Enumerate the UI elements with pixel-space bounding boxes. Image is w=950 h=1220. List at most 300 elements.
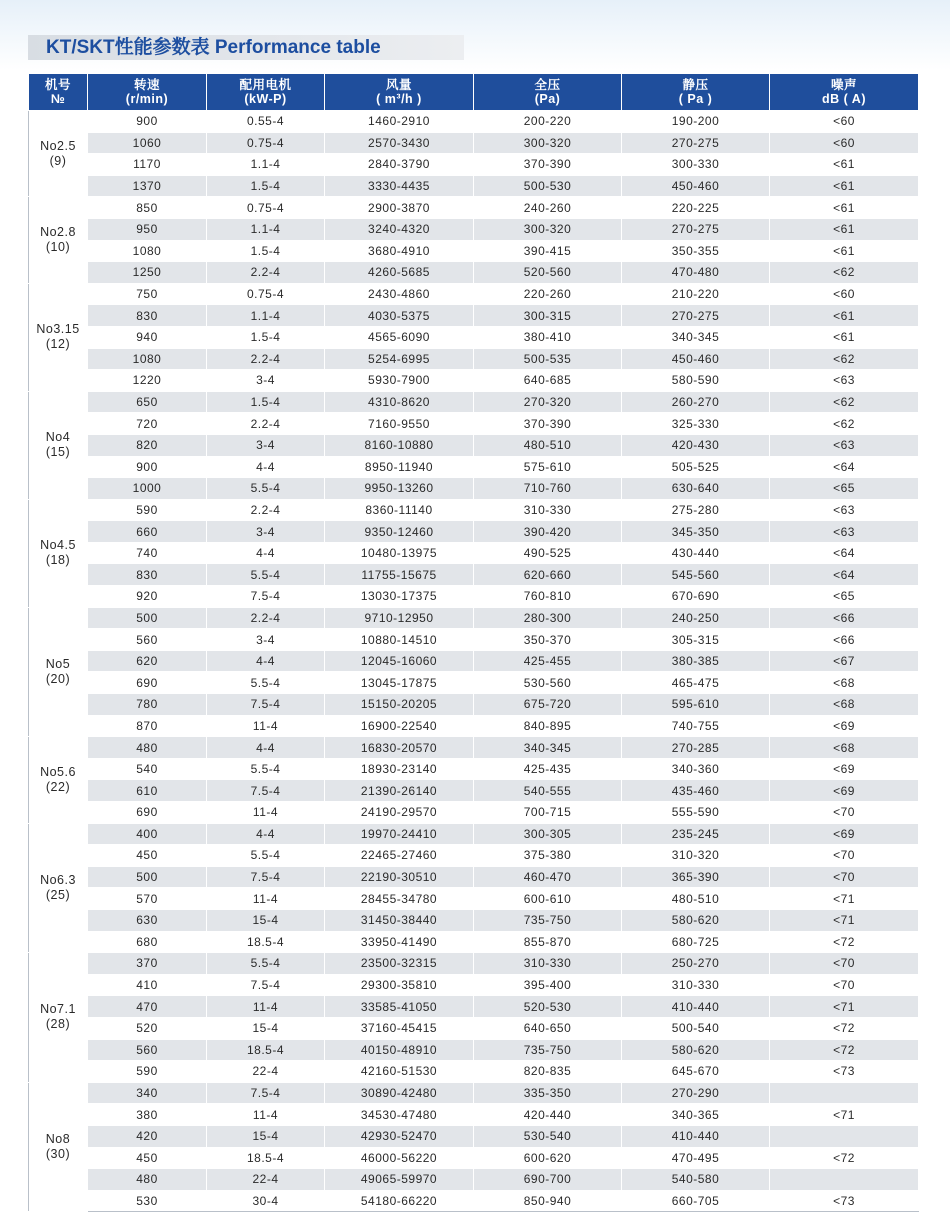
model-cell xyxy=(29,1082,88,1212)
model-cell xyxy=(29,737,88,823)
total-pressure-cell: 425-435 xyxy=(474,758,622,780)
airflow-cell: 4310-8620 xyxy=(325,391,474,413)
total-pressure-cell: 640-685 xyxy=(474,370,622,392)
motor-cell: 1.5-4 xyxy=(207,175,325,197)
airflow-cell: 54180-66220 xyxy=(325,1190,474,1212)
total-pressure-cell: 840-895 xyxy=(474,715,622,737)
static-pressure-cell: 340-360 xyxy=(622,758,770,780)
table-row xyxy=(29,737,919,759)
speed-cell: 380 xyxy=(88,1104,207,1126)
motor-cell: 3-4 xyxy=(207,521,325,543)
airflow-cell: 31450-38440 xyxy=(325,909,474,931)
noise-cell: <61 xyxy=(770,326,919,348)
static-pressure-cell: 660-705 xyxy=(622,1190,770,1212)
static-pressure-cell: 410-440 xyxy=(622,996,770,1018)
noise-cell: <64 xyxy=(770,542,919,564)
speed-cell: 570 xyxy=(88,888,207,910)
motor-cell: 18.5-4 xyxy=(207,1039,325,1061)
motor-cell: 15-4 xyxy=(207,1017,325,1039)
speed-cell: 480 xyxy=(88,1169,207,1191)
total-pressure-cell: 310-330 xyxy=(474,499,622,521)
noise-cell: <73 xyxy=(770,1061,919,1083)
static-pressure-cell: 310-330 xyxy=(622,974,770,996)
static-pressure-cell: 670-690 xyxy=(622,586,770,608)
noise-cell: <62 xyxy=(770,262,919,284)
motor-cell: 0.75-4 xyxy=(207,283,325,305)
airflow-cell: 9950-13260 xyxy=(325,478,474,500)
motor-cell: 3-4 xyxy=(207,629,325,651)
motor-cell: 4-4 xyxy=(207,456,325,478)
airflow-cell: 16830-20570 xyxy=(325,737,474,759)
speed-cell: 780 xyxy=(88,694,207,716)
motor-cell: 30-4 xyxy=(207,1190,325,1212)
total-pressure-cell: 690-700 xyxy=(474,1169,622,1191)
airflow-cell: 28455-34780 xyxy=(325,888,474,910)
model-cell xyxy=(29,391,88,499)
motor-cell: 22-4 xyxy=(207,1061,325,1083)
motor-cell: 7.5-4 xyxy=(207,1082,325,1104)
total-pressure-cell: 710-760 xyxy=(474,478,622,500)
table-row xyxy=(29,909,919,931)
airflow-cell: 42160-51530 xyxy=(325,1061,474,1083)
table-row xyxy=(29,650,919,672)
motor-cell: 11-4 xyxy=(207,996,325,1018)
model-sub: (10) xyxy=(45,240,71,255)
motor-cell: 18.5-4 xyxy=(207,931,325,953)
static-pressure-cell: 310-320 xyxy=(622,845,770,867)
motor-cell: 5.5-4 xyxy=(207,953,325,975)
noise-cell: <63 xyxy=(770,370,919,392)
model-cell xyxy=(29,197,88,283)
model-sub: (25) xyxy=(45,887,71,902)
total-pressure-cell: 390-415 xyxy=(474,240,622,262)
total-pressure-cell: 620-660 xyxy=(474,564,622,586)
static-pressure-cell: 260-270 xyxy=(622,391,770,413)
header-noise: 噪声 dB ( A) xyxy=(770,74,919,111)
airflow-cell: 5254-6995 xyxy=(325,348,474,370)
static-pressure-cell: 630-640 xyxy=(622,478,770,500)
model-number: No5 xyxy=(45,656,71,671)
motor-cell: 0.75-4 xyxy=(207,132,325,154)
speed-cell: 560 xyxy=(88,1039,207,1061)
table-row xyxy=(29,1039,919,1061)
model-number: No7.1 xyxy=(40,1002,76,1017)
total-pressure-cell: 820-835 xyxy=(474,1061,622,1083)
model-sub: (18) xyxy=(45,553,71,568)
speed-cell: 1060 xyxy=(88,132,207,154)
speed-cell: 540 xyxy=(88,758,207,780)
speed-cell: 500 xyxy=(88,866,207,888)
static-pressure-cell: 450-460 xyxy=(622,175,770,197)
static-pressure-cell: 345-350 xyxy=(622,521,770,543)
table-row xyxy=(29,218,919,240)
total-pressure-cell: 575-610 xyxy=(474,456,622,478)
airflow-cell: 40150-48910 xyxy=(325,1039,474,1061)
noise-cell: <62 xyxy=(770,391,919,413)
noise-cell: <61 xyxy=(770,197,919,219)
table-row xyxy=(29,780,919,802)
static-pressure-cell: 540-580 xyxy=(622,1169,770,1191)
airflow-cell: 9350-12460 xyxy=(325,521,474,543)
model-sub: (9) xyxy=(49,153,67,168)
table-row xyxy=(29,391,919,413)
table-row xyxy=(29,866,919,888)
noise-cell: <65 xyxy=(770,478,919,500)
speed-cell: 420 xyxy=(88,1125,207,1147)
speed-cell: 830 xyxy=(88,305,207,327)
static-pressure-cell: 465-475 xyxy=(622,672,770,694)
static-pressure-cell: 680-725 xyxy=(622,931,770,953)
table-row xyxy=(29,1017,919,1039)
speed-cell: 590 xyxy=(88,1061,207,1083)
total-pressure-cell: 390-420 xyxy=(474,521,622,543)
static-pressure-cell: 470-480 xyxy=(622,262,770,284)
speed-cell: 560 xyxy=(88,629,207,651)
airflow-cell: 21390-26140 xyxy=(325,780,474,802)
noise-cell: <65 xyxy=(770,586,919,608)
noise-cell: <61 xyxy=(770,154,919,176)
airflow-cell: 12045-16060 xyxy=(325,650,474,672)
table-row xyxy=(29,823,919,845)
model-cell xyxy=(29,283,88,391)
total-pressure-cell: 310-330 xyxy=(474,953,622,975)
total-pressure-cell: 500-530 xyxy=(474,175,622,197)
total-pressure-cell: 760-810 xyxy=(474,586,622,608)
motor-cell: 7.5-4 xyxy=(207,974,325,996)
total-pressure-cell: 370-390 xyxy=(474,154,622,176)
speed-cell: 370 xyxy=(88,953,207,975)
model-number: No3.15 xyxy=(36,322,80,337)
noise-cell: <73 xyxy=(770,1190,919,1212)
airflow-cell: 2840-3790 xyxy=(325,154,474,176)
noise-cell: <67 xyxy=(770,650,919,672)
motor-cell: 1.5-4 xyxy=(207,391,325,413)
airflow-cell: 22190-30510 xyxy=(325,866,474,888)
motor-cell: 5.5-4 xyxy=(207,672,325,694)
motor-cell: 2.2-4 xyxy=(207,499,325,521)
model-number: No2.5 xyxy=(40,138,76,153)
total-pressure-cell: 395-400 xyxy=(474,974,622,996)
noise-cell: <70 xyxy=(770,974,919,996)
noise-cell: <72 xyxy=(770,931,919,953)
total-pressure-cell: 300-320 xyxy=(474,218,622,240)
motor-cell: 5.5-4 xyxy=(207,845,325,867)
airflow-cell: 33585-41050 xyxy=(325,996,474,1018)
speed-cell: 920 xyxy=(88,586,207,608)
noise-cell: <61 xyxy=(770,240,919,262)
table-row xyxy=(29,262,919,284)
motor-cell: 1.5-4 xyxy=(207,240,325,262)
table-row xyxy=(29,154,919,176)
airflow-cell: 2570-3430 xyxy=(325,132,474,154)
total-pressure-cell: 335-350 xyxy=(474,1082,622,1104)
noise-cell: <63 xyxy=(770,434,919,456)
motor-cell: 4-4 xyxy=(207,650,325,672)
airflow-cell: 24190-29570 xyxy=(325,802,474,824)
noise-cell: <70 xyxy=(770,845,919,867)
model-cell xyxy=(29,953,88,1083)
total-pressure-cell: 520-530 xyxy=(474,996,622,1018)
airflow-cell: 1460-2910 xyxy=(325,111,474,133)
static-pressure-cell: 580-620 xyxy=(622,1039,770,1061)
airflow-cell: 23500-32315 xyxy=(325,953,474,975)
airflow-cell: 2430-4860 xyxy=(325,283,474,305)
model-number: No8 xyxy=(45,1132,71,1146)
noise-cell: <60 xyxy=(770,132,919,154)
motor-cell: 22-4 xyxy=(207,1169,325,1191)
table-row xyxy=(29,542,919,564)
static-pressure-cell: 340-345 xyxy=(622,326,770,348)
static-pressure-cell: 380-385 xyxy=(622,650,770,672)
airflow-cell: 7160-9550 xyxy=(325,413,474,435)
total-pressure-cell: 240-260 xyxy=(474,197,622,219)
static-pressure-cell: 470-495 xyxy=(622,1147,770,1169)
speed-cell: 850 xyxy=(88,197,207,219)
static-pressure-cell: 430-440 xyxy=(622,542,770,564)
static-pressure-cell: 350-355 xyxy=(622,240,770,262)
noise-cell: <68 xyxy=(770,694,919,716)
table-row xyxy=(29,370,919,392)
header-airflow: 风量 ( m³/h ) xyxy=(325,74,474,111)
speed-cell: 940 xyxy=(88,326,207,348)
airflow-cell: 15150-20205 xyxy=(325,694,474,716)
airflow-cell: 5930-7900 xyxy=(325,370,474,392)
airflow-cell: 8360-11140 xyxy=(325,499,474,521)
static-pressure-cell: 595-610 xyxy=(622,694,770,716)
noise-cell: <68 xyxy=(770,737,919,759)
total-pressure-cell: 340-345 xyxy=(474,737,622,759)
table-row xyxy=(29,564,919,586)
total-pressure-cell: 675-720 xyxy=(474,694,622,716)
noise-cell: <63 xyxy=(770,499,919,521)
static-pressure-cell: 300-330 xyxy=(622,154,770,176)
speed-cell: 1000 xyxy=(88,478,207,500)
static-pressure-cell: 645-670 xyxy=(622,1061,770,1083)
static-pressure-cell: 275-280 xyxy=(622,499,770,521)
airflow-cell: 37160-45415 xyxy=(325,1017,474,1039)
noise-cell: <61 xyxy=(770,218,919,240)
motor-cell: 7.5-4 xyxy=(207,694,325,716)
speed-cell: 620 xyxy=(88,650,207,672)
noise-cell: <61 xyxy=(770,175,919,197)
noise-cell: <64 xyxy=(770,456,919,478)
airflow-cell: 4030-5375 xyxy=(325,305,474,327)
table-row xyxy=(29,715,919,737)
speed-cell: 650 xyxy=(88,391,207,413)
noise-cell: <71 xyxy=(770,1104,919,1126)
noise-cell: <66 xyxy=(770,629,919,651)
speed-cell: 830 xyxy=(88,564,207,586)
speed-cell: 1220 xyxy=(88,370,207,392)
speed-cell: 690 xyxy=(88,672,207,694)
static-pressure-cell: 505-525 xyxy=(622,456,770,478)
static-pressure-cell: 580-590 xyxy=(622,370,770,392)
table-row xyxy=(29,348,919,370)
total-pressure-cell: 300-315 xyxy=(474,305,622,327)
model-number: No2.8 xyxy=(40,225,76,240)
table-row xyxy=(29,802,919,824)
table-row xyxy=(29,1147,919,1169)
noise-cell: <62 xyxy=(770,348,919,370)
table-row xyxy=(29,240,919,262)
speed-cell: 740 xyxy=(88,542,207,564)
model-cell xyxy=(29,823,88,953)
noise-cell: <71 xyxy=(770,996,919,1018)
motor-cell: 5.5-4 xyxy=(207,564,325,586)
noise-cell xyxy=(770,1125,919,1147)
total-pressure-cell: 350-370 xyxy=(474,629,622,651)
static-pressure-cell: 365-390 xyxy=(622,866,770,888)
airflow-cell: 3330-4435 xyxy=(325,175,474,197)
noise-cell: <70 xyxy=(770,953,919,975)
total-pressure-cell: 735-750 xyxy=(474,1039,622,1061)
noise-cell: <70 xyxy=(770,866,919,888)
airflow-cell: 18930-23140 xyxy=(325,758,474,780)
airflow-cell: 8950-11940 xyxy=(325,456,474,478)
motor-cell: 11-4 xyxy=(207,888,325,910)
speed-cell: 1080 xyxy=(88,348,207,370)
table-row xyxy=(29,672,919,694)
airflow-cell: 29300-35810 xyxy=(325,974,474,996)
table-row xyxy=(29,1104,919,1126)
page-title: KT/SKT性能参数表 Performance table xyxy=(46,37,381,58)
table-row xyxy=(29,888,919,910)
model-cell xyxy=(29,111,88,197)
motor-cell: 2.2-4 xyxy=(207,607,325,629)
static-pressure-cell: 270-275 xyxy=(622,305,770,327)
model-sub: (22) xyxy=(45,779,71,794)
table-row xyxy=(29,629,919,651)
static-pressure-cell: 240-250 xyxy=(622,607,770,629)
table-row xyxy=(29,478,919,500)
motor-cell: 7.5-4 xyxy=(207,866,325,888)
noise-cell: <60 xyxy=(770,111,919,133)
speed-cell: 1170 xyxy=(88,154,207,176)
static-pressure-cell: 545-560 xyxy=(622,564,770,586)
speed-cell: 820 xyxy=(88,434,207,456)
model-sub: (15) xyxy=(45,445,71,460)
airflow-cell: 49065-59970 xyxy=(325,1169,474,1191)
static-pressure-cell: 480-510 xyxy=(622,888,770,910)
speed-cell: 750 xyxy=(88,283,207,305)
motor-cell: 2.2-4 xyxy=(207,348,325,370)
table-body xyxy=(29,111,919,1212)
static-pressure-cell: 435-460 xyxy=(622,780,770,802)
noise-cell: <69 xyxy=(770,823,919,845)
speed-cell: 450 xyxy=(88,1147,207,1169)
motor-cell: 7.5-4 xyxy=(207,586,325,608)
motor-cell: 1.1-4 xyxy=(207,154,325,176)
motor-cell: 15-4 xyxy=(207,909,325,931)
airflow-cell: 4260-5685 xyxy=(325,262,474,284)
table-row xyxy=(29,499,919,521)
speed-cell: 400 xyxy=(88,823,207,845)
table-row xyxy=(29,607,919,629)
speed-cell: 1370 xyxy=(88,175,207,197)
noise-cell: <72 xyxy=(770,1147,919,1169)
airflow-cell: 4565-6090 xyxy=(325,326,474,348)
noise-cell: <64 xyxy=(770,564,919,586)
static-pressure-cell: 235-245 xyxy=(622,823,770,845)
table-row xyxy=(29,586,919,608)
static-pressure-cell: 325-330 xyxy=(622,413,770,435)
static-pressure-cell: 580-620 xyxy=(622,909,770,931)
total-pressure-cell: 600-620 xyxy=(474,1147,622,1169)
noise-cell: <63 xyxy=(770,521,919,543)
airflow-cell: 42930-52470 xyxy=(325,1125,474,1147)
total-pressure-cell: 220-260 xyxy=(474,283,622,305)
table-row xyxy=(29,283,919,305)
airflow-cell: 46000-56220 xyxy=(325,1147,474,1169)
motor-cell: 11-4 xyxy=(207,802,325,824)
noise-cell: <69 xyxy=(770,780,919,802)
header-speed: 转速 (r/min) xyxy=(88,74,207,111)
airflow-cell: 34530-47480 xyxy=(325,1104,474,1126)
table-row xyxy=(29,996,919,1018)
static-pressure-cell: 555-590 xyxy=(622,802,770,824)
performance-table xyxy=(28,73,919,1212)
model-sub: (12) xyxy=(45,337,71,352)
noise-cell: <62 xyxy=(770,413,919,435)
noise-cell: <61 xyxy=(770,305,919,327)
airflow-cell: 10880-14510 xyxy=(325,629,474,651)
motor-cell: 11-4 xyxy=(207,715,325,737)
static-pressure-cell: 220-225 xyxy=(622,197,770,219)
airflow-cell: 13045-17875 xyxy=(325,672,474,694)
title-bar xyxy=(28,35,464,60)
noise-cell: <66 xyxy=(770,607,919,629)
table-row xyxy=(29,974,919,996)
model-number: No4.5 xyxy=(40,538,76,553)
speed-cell: 660 xyxy=(88,521,207,543)
model-cell xyxy=(29,499,88,607)
airflow-cell: 3240-4320 xyxy=(325,218,474,240)
airflow-cell: 10480-13975 xyxy=(325,542,474,564)
motor-cell: 5.5-4 xyxy=(207,478,325,500)
total-pressure-cell: 425-455 xyxy=(474,650,622,672)
speed-cell: 690 xyxy=(88,802,207,824)
airflow-cell: 9710-12950 xyxy=(325,607,474,629)
table-row xyxy=(29,521,919,543)
speed-cell: 630 xyxy=(88,909,207,931)
total-pressure-cell: 640-650 xyxy=(474,1017,622,1039)
airflow-cell: 22465-27460 xyxy=(325,845,474,867)
static-pressure-cell: 190-200 xyxy=(622,111,770,133)
total-pressure-cell: 300-320 xyxy=(474,132,622,154)
noise-cell: <71 xyxy=(770,909,919,931)
static-pressure-cell: 340-365 xyxy=(622,1104,770,1126)
speed-cell: 900 xyxy=(88,456,207,478)
speed-cell: 900 xyxy=(88,111,207,133)
motor-cell: 2.2-4 xyxy=(207,413,325,435)
airflow-cell: 30890-42480 xyxy=(325,1082,474,1104)
table-row xyxy=(29,1125,919,1147)
header-model: 机号 № xyxy=(29,74,88,111)
total-pressure-cell: 460-470 xyxy=(474,866,622,888)
airflow-cell: 13030-17375 xyxy=(325,586,474,608)
header-motor: 配用电机 (kW-P) xyxy=(207,74,325,111)
table-row xyxy=(29,197,919,219)
static-pressure-cell: 500-540 xyxy=(622,1017,770,1039)
speed-cell: 500 xyxy=(88,607,207,629)
speed-cell: 680 xyxy=(88,931,207,953)
table-row xyxy=(29,1169,919,1191)
total-pressure-cell: 420-440 xyxy=(474,1104,622,1126)
model-number: No5.6 xyxy=(40,764,76,779)
speed-cell: 450 xyxy=(88,845,207,867)
speed-cell: 870 xyxy=(88,715,207,737)
motor-cell: 3-4 xyxy=(207,370,325,392)
